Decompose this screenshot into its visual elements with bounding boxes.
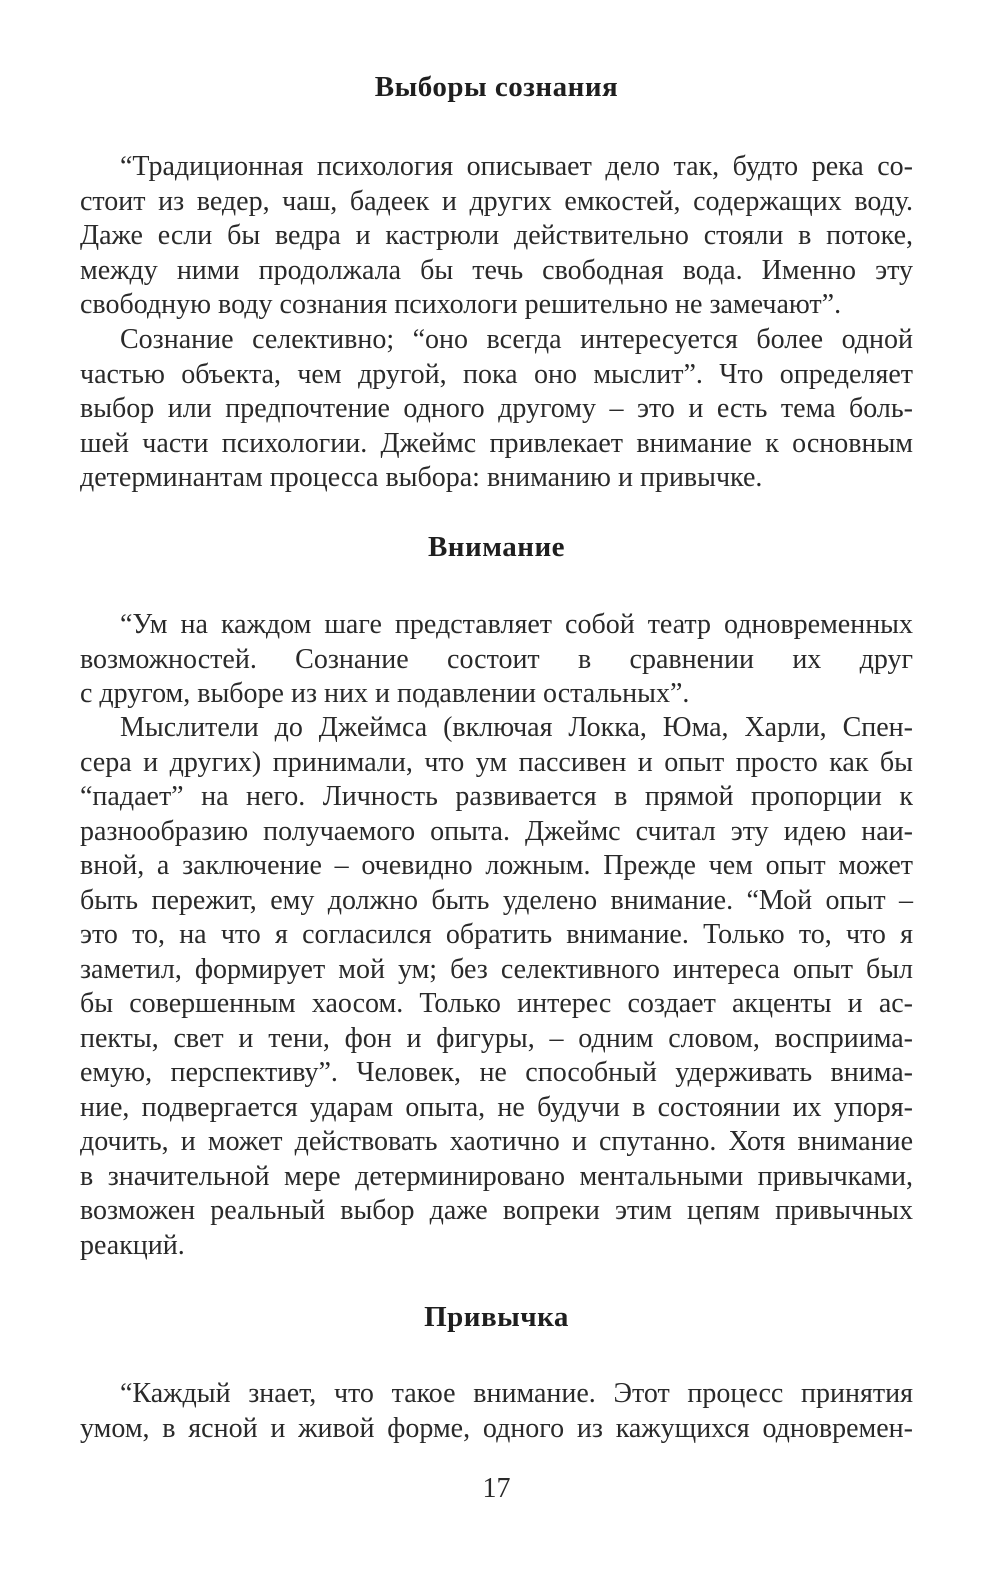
page-number: 17 — [482, 1473, 511, 1504]
paragraph-thinkers-before-james — [80, 711, 913, 1263]
text-line: стоит из ведер, чаш, бадеек и других емкостей, содержащих воду. — [80, 185, 913, 217]
paragraph-mind-theatre-quote — [80, 608, 913, 712]
text-line: с другом, выборе из них и подавлении остальных”. — [80, 678, 690, 709]
text-line: “Ум на каждом шаге представляет собой театр одновременных — [120, 609, 913, 640]
text-line: дочить, и может действовать хаотично и спутанно. Хотя внимание — [80, 1126, 913, 1157]
text-line: в значительной мере детерминировано ментальными привычками, — [80, 1160, 913, 1192]
text-line: пекты, свет и тени, фон и фигуры, – одним словом, восприима- — [80, 1022, 913, 1054]
text-line: ние, подвергается ударам опыта, не будучи в состоянии их упоря- — [80, 1091, 913, 1123]
text-line: вной, а заключение – очевидно ложным. Прежде чем опыт может — [80, 850, 913, 881]
text-line: умом, в ясной и живой форме, одного из кажущихся одновремен- — [80, 1412, 913, 1444]
text-line: быть пережит, ему должно быть уделено внимание. “Мой опыт – — [80, 884, 913, 916]
text-line: выбор или предпочтение одного другому – это и есть тема боль- — [80, 393, 913, 424]
section-heading-habit: Привычка — [424, 1301, 569, 1333]
paragraph-consciousness-selective — [80, 323, 913, 496]
text-line: “Каждый знает, что такое внимание. Этот процесс принятия — [120, 1378, 913, 1409]
paragraph-everyone-knows-attention — [80, 1377, 913, 1446]
text-line: возможен реальный выбор даже вопреки этим цепям привычных — [80, 1195, 913, 1226]
text-line: возможностей. Сознание состоит в сравнении их друг — [80, 643, 913, 675]
text-line: бы совершенным хаосом. Только интерес создает акценты и ас- — [80, 988, 913, 1019]
section-heading-attention: Внимание — [427, 531, 566, 563]
text-line: детерминантам процесса выбора: вниманию и привычке. — [80, 462, 763, 493]
text-line: свободную воду сознания психологи решительно не замечают”. — [80, 289, 842, 320]
paragraph-traditional-psychology-quote — [80, 150, 913, 323]
text-line: Мыслители до Джеймса (включая Локка, Юма, Харли, Спен- — [120, 712, 913, 743]
text-line: между ними продолжала бы течь свободная вода. Именно эту — [80, 254, 913, 286]
text-line: “падает” на него. Личность развивается в прямой пропорции к — [80, 781, 913, 812]
text-line: емую, перспективу”. Человек, не способный удерживать внима- — [80, 1057, 913, 1088]
text-line: Даже если бы ведра и кастрюли действительно стояли в потоке, — [80, 220, 913, 251]
text-line: шей части психологии. Джеймс привлекает внимание к основным — [80, 427, 913, 459]
text-line: реакций. — [80, 1229, 185, 1261]
text-line: сера и других) принимали, что ум пассивен и опыт просто как бы — [80, 746, 913, 778]
text-line: разнообразию получаемого опыта. Джеймс считал эту идею наи- — [80, 815, 913, 847]
text-line: частью объекта, чем другой, пока оно мыслит”. Что определяет — [80, 358, 913, 390]
text-line: это то, на что я согласился обратить внимание. Только то, что я — [80, 919, 913, 950]
text-line: Сознание селективно; “оно всегда интересуется более одной — [120, 324, 913, 355]
section-heading-choices-of-consciousness: Выборы сознания — [374, 71, 619, 103]
text-line: заметил, формирует мой ум; без селективного интереса опыт был — [80, 953, 913, 985]
text-line: “Традиционная психология описывает дело так, будто река со- — [120, 151, 913, 182]
book-page — [80, 0, 913, 1580]
